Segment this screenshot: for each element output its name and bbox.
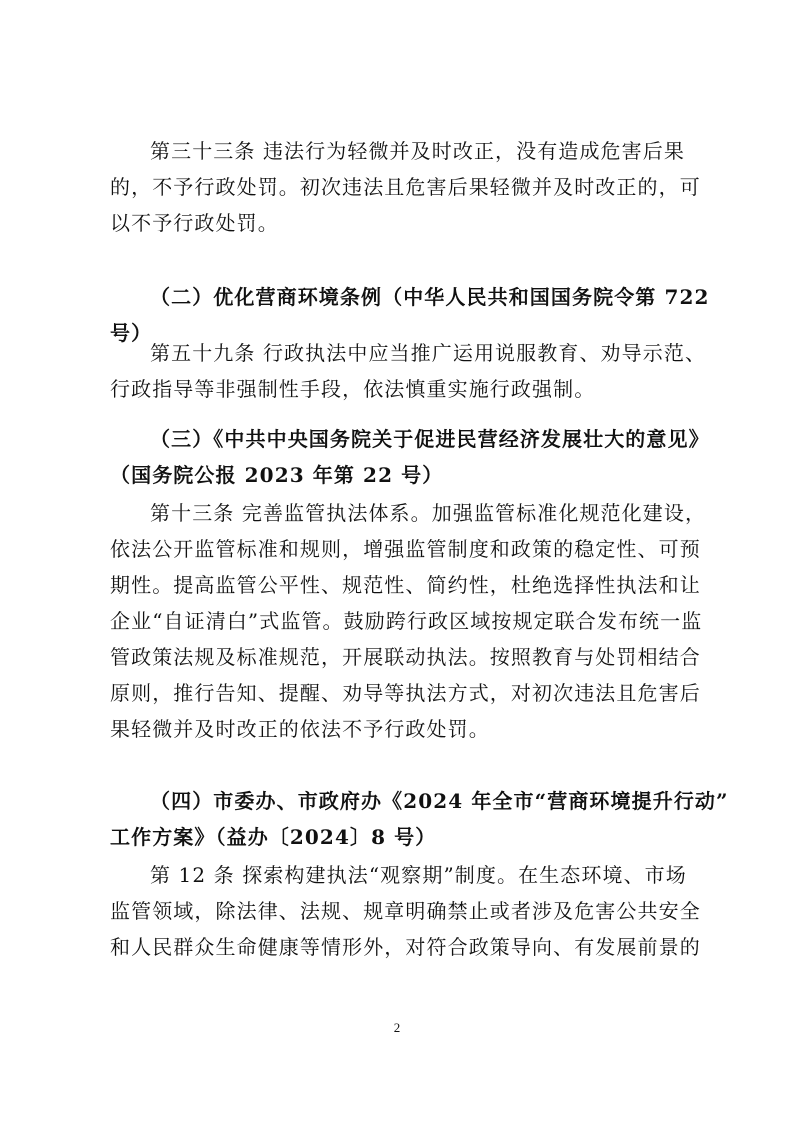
text-line: 号） [110,321,153,345]
text-line: 果轻微并及时改正的依法不予行政处罚。 [110,717,490,741]
text-line: 依法公开监管标准和规则，增强监管制度和政策的稳定性、可预 [110,537,701,561]
text-line: （四）市委办、市政府办《2024 年全市“营商环境提升行动” [150,789,729,813]
text-line: 第三十三条 违法行为轻微并及时改正，没有造成危害后果 [150,139,685,163]
page-number: 2 [393,1020,401,1035]
paragraph-article-13 [110,495,707,747]
text-line: （二）优化营商环境条例（中华人民共和国国务院令第 722 [150,285,710,309]
paragraph-article-12 [110,857,701,965]
text-line: 和人民群众生命健康等情形外，对符合政策导向、有发展前景的 [110,935,701,959]
text-line: （三）《中共中央国务院关于促进民营经济发展壮大的意见》 [150,427,710,451]
heading-action-plan-2024 [110,783,729,855]
text-line: 第 12 条 探索构建执法“观察期”制度。在生态环境、市场 [150,863,687,887]
paragraph-article-59 [110,335,707,407]
text-line: 原则，推行告知、提醒、劝导等执法方式，对初次违法且危害后 [110,681,701,705]
text-line: 期性。提高监管公平性、规范性、简约性，杜绝选择性执法和让 [110,573,701,597]
text-line: 管政策法规及标准规范，开展联动执法。按照教育与处罚相结合 [110,645,701,669]
heading-private-economy-opinion [110,421,710,493]
text-line: 工作方案》（益办〔2024〕8 号） [110,825,437,849]
text-line: 以不予行政处罚。 [110,211,279,235]
text-line: 第十三条 完善监管执法体系。加强监管标准化规范化建设， [150,501,707,525]
text-line: 第五十九条 行政执法中应当推广运用说服教育、劝导示范、 [150,341,707,365]
text-line: 监管领域，除法律、法规、规章明确禁止或者涉及危害公共安全 [110,899,701,923]
paragraph-article-33 [110,133,701,241]
text-line: 的，不予行政处罚。初次违法且危害后果轻微并及时改正的，可 [110,175,701,199]
text-line: （国务院公报 2023 年第 22 号） [110,463,444,487]
text-line: 行政指导等非强制性手段，依法慎重实施行政强制。 [110,377,596,401]
text-line: 企业“自证清白”式监管。鼓励跨行政区域按规定联合发布统一监 [110,609,703,633]
